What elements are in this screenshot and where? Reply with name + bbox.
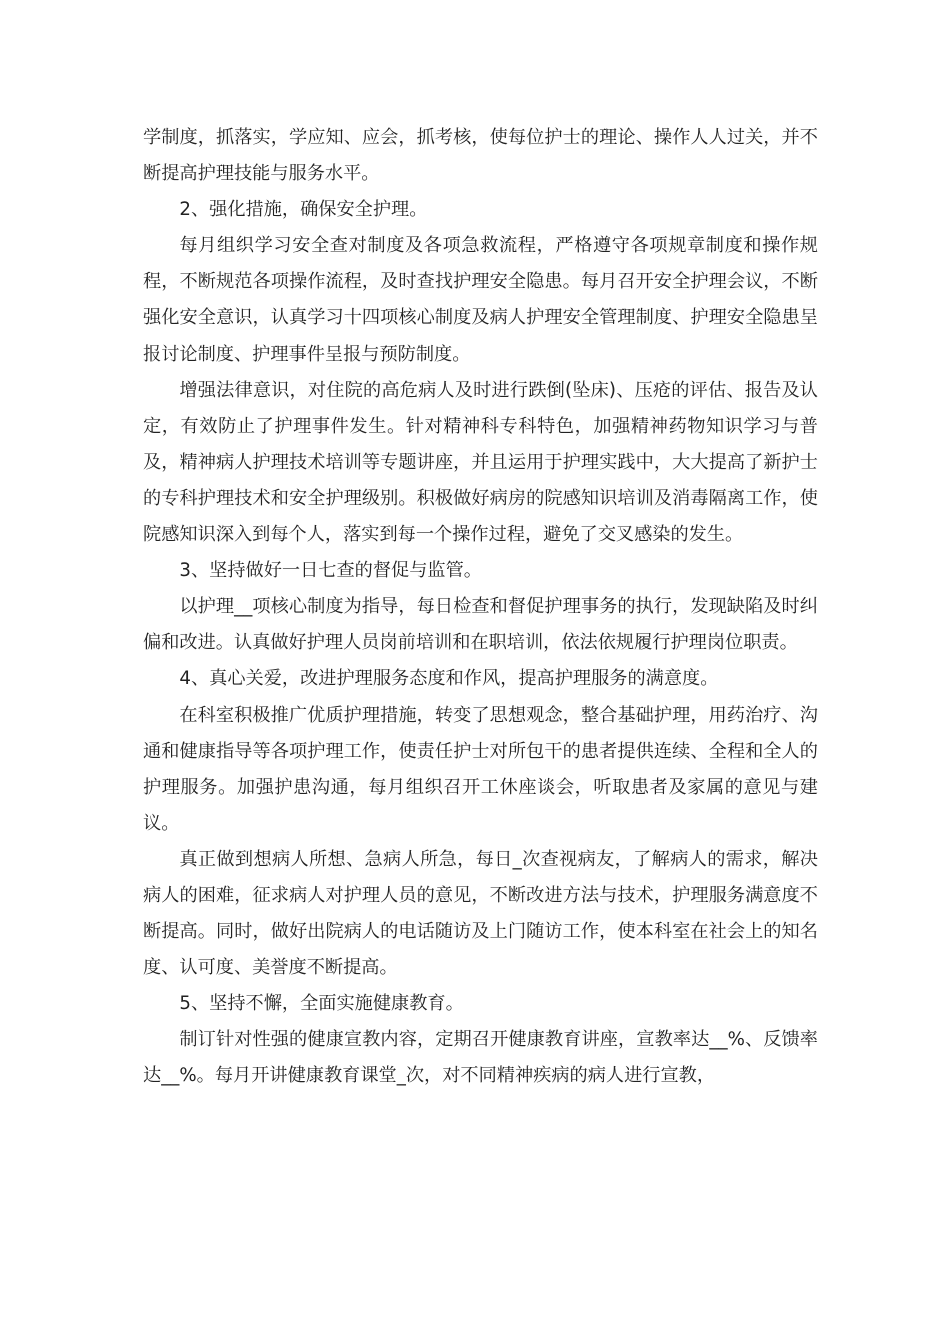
paragraph-1: 学制度，抓落实，学应知、应会，抓考核，使每位护士的理论、操作人人过关，并不断提高护理技能与服务水平。: [143, 127, 818, 185]
heading-3: 3、坚持做好一日七查的督促与监管。: [179, 560, 482, 582]
paragraph-6: 以护理__项核心制度为指导，每日检查和督促护理事务的执行，发现缺陷及时纠偏和改进。认真做好护理人员岗前培训和在职培训，依法依规履行护理岗位职责。: [143, 596, 818, 654]
paragraph-9: 真正做到想病人所想、急病人所急，每日_次查视病友，了解病人的需求，解决病人的困难，征求病人对护理人员的意见，不断改进方法与技术，护理服务满意度不断提高。同时，做好出院病人的电话随访及上门随访工作，使本科室在社会上的知名度、认可度、美誉度不断提高。: [143, 848, 818, 979]
paragraph-11: 制订针对性强的健康宣教内容，定期召开健康教育讲座，宣教率达__%、反馈率达__%。每月开讲健康教育课堂_次，对不同精神疾病的病人进行宣教，: [143, 1029, 818, 1087]
paragraph-8: 在科室积极推广优质护理措施，转变了思想观念，整合基础护理，用药治疗、沟通和健康指导等各项护理工作，使责任护士对所包干的患者提供连续、全程和全人的护理服务。加强护患沟通，每月组织召开工休座谈会，听取患者及家属的意见与建议。: [143, 704, 818, 834]
paragraph-3: 每月组织学习安全查对制度及各项急救流程，严格遵守各项规章制度和操作规程，不断规范各项操作流程，及时查找护理安全隐患。每月召开安全护理会议，不断强化安全意识，认真学习十四项核心制度及病人护理安全管理制度、护理安全隐患呈报讨论制度、护理事件呈报与预防制度。: [143, 235, 818, 365]
heading-5: 5、坚持不懈，全面实施健康教育。: [179, 993, 464, 1015]
document-body: [143, 120, 818, 1095]
paragraph-4: 增强法律意识，对住院的高危病人及时进行跌倒(坠床)、压疮的评估、报告及认定，有效防止了护理事件发生。针对精神科专科特色，加强精神药物知识学习与普及，精神病人护理技术培训等专题讲座，并且运用于护理实践中，大大提高了新护士的专科护理技术和安全护理级别。积极做好病房的院感知识培训及消毒隔离工作，使院感知识深入到每个人，落实到每一个操作过程，避免了交叉感染的发生。: [143, 379, 818, 546]
heading-2: 2、强化措施，确保安全护理。: [179, 199, 428, 221]
heading-4: 4、真心关爱，改进护理服务态度和作风，提高护理服务的满意度。: [179, 668, 719, 690]
